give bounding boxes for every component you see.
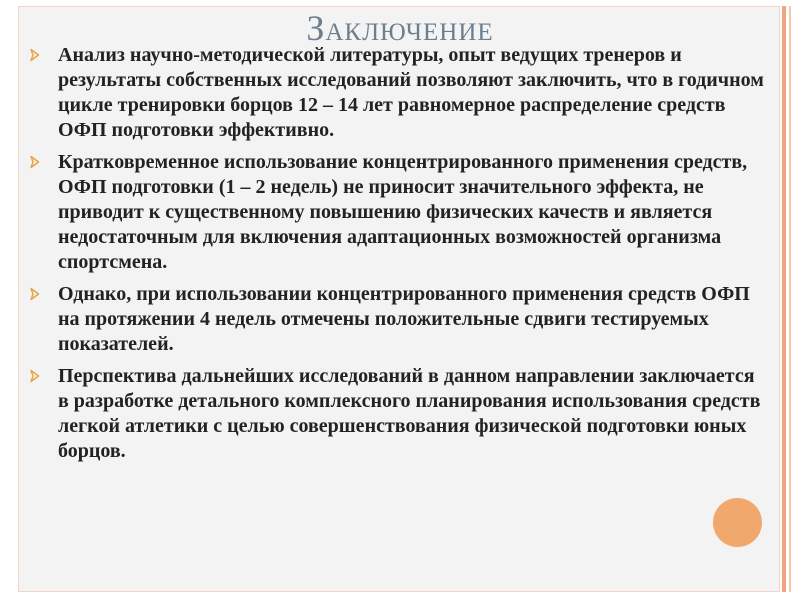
decorative-circle xyxy=(713,498,762,547)
bullet-item xyxy=(28,43,770,143)
bullet-text: Кратковременное использование концентрированного применения средств, ОФП подготовки (1 – 2 недель) не приносит значительного эффекта, не приводит к существенному повышению физических качеств и является недостаточным для включения адаптационных возможностей организма спортсмена. xyxy=(58,151,748,273)
bullet-marker-icon xyxy=(28,155,42,169)
bullet-text: Анализ научно-методической литературы, опыт ведущих тренеров и результаты собственных исследований позволяют заключить, что в годичном цикле тренировки борцов 12 – 14 лет равномерное распределение средств ОФП подготовки эффективно. xyxy=(58,44,764,141)
bullet-list xyxy=(28,43,770,471)
bullet-text: Однако, при использовании концентрированного применения средств ОФП на протяжении 4 недель отмечены положительные сдвиги тестируемых показателей. xyxy=(58,283,750,355)
bullet-marker-icon xyxy=(28,48,42,62)
accent-stripe xyxy=(782,6,786,592)
bullet-marker-icon xyxy=(28,369,42,383)
bullet-item xyxy=(28,150,770,275)
accent-stripe-thin xyxy=(789,6,791,592)
slide-title: Заключение xyxy=(306,8,494,48)
bullet-item xyxy=(28,282,770,357)
bullet-item xyxy=(28,364,770,464)
bullet-text: Перспектива дальнейших исследований в данном направлении заключается в разработке детального комплексного планирования использования средств легкой атлетики с целью совершенствования физической подготовки юных борцов. xyxy=(58,365,761,462)
bullet-marker-icon xyxy=(28,287,42,301)
